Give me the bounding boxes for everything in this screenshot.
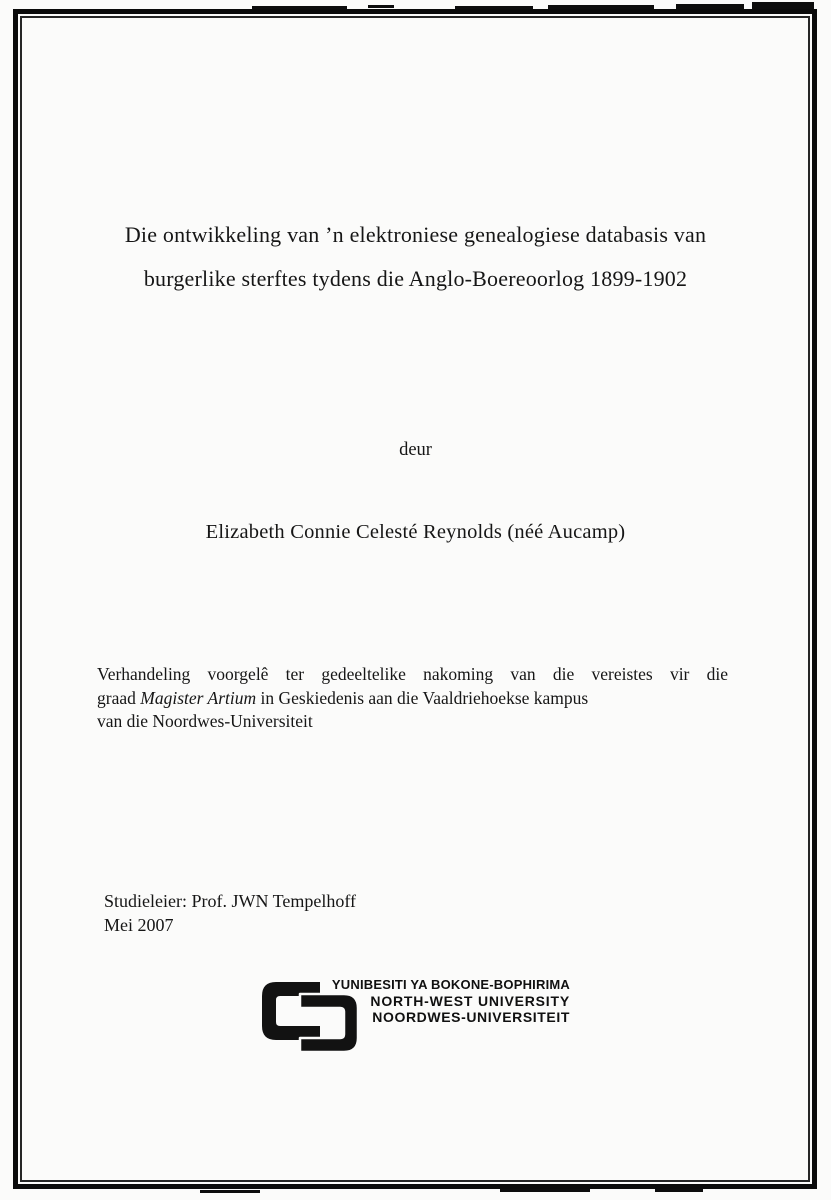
thesis-title-line-1: Die ontwikkeling van ’n elektroniese genealogiese databasis van: [124, 222, 707, 247]
scan-artifact: [676, 4, 744, 9]
degree-statement-line-1: Verhandeling voorgelê ter gedeeltelike nakoming van die vereistes vir die: [97, 664, 728, 684]
logo-text-afrikaans: NOORDWES-UNIVERSITEIT: [372, 1009, 570, 1025]
scan-artifact: [200, 1190, 260, 1193]
scan-artifact: [500, 1189, 590, 1192]
scan-artifact: [752, 2, 814, 13]
degree-statement-line-2-prefix: graad: [97, 687, 141, 708]
degree-name-italic: Magister Artium: [140, 687, 257, 708]
university-logo-text: [300, 977, 570, 1025]
degree-statement-line-2: [97, 687, 728, 711]
author-name: Elizabeth Connie Celesté Reynolds (néé Aucamp): [205, 521, 626, 543]
scan-artifact: [548, 5, 654, 9]
scan-artifact: [252, 6, 347, 9]
date-line: Mei 2007: [104, 915, 174, 935]
logo-text-english: NORTH-WEST UNIVERSITY: [370, 993, 570, 1009]
thesis-title-line-2: burgerlike sterftes tydens die Anglo-Boereoorlog 1899-1902: [143, 266, 688, 291]
scan-artifact: [368, 5, 394, 8]
degree-statement-line-3: van die Noordwes-Universiteit: [97, 711, 313, 731]
logo-text-setswana: YUNIBESITI YA BOKONE-BOPHIRIMA: [331, 977, 570, 992]
supervisor-block: [104, 889, 356, 937]
supervisor-line: Studieleier: Prof. JWN Tempelhoff: [104, 891, 357, 911]
thesis-title: [0, 213, 831, 301]
degree-statement-line-2-suffix: in Geskiedenis aan die Vaaldriehoekse kampus: [256, 687, 589, 708]
degree-statement: [97, 663, 728, 734]
byline: deur: [399, 440, 432, 460]
scan-artifact: [655, 1188, 703, 1192]
scan-artifact: [455, 6, 533, 9]
